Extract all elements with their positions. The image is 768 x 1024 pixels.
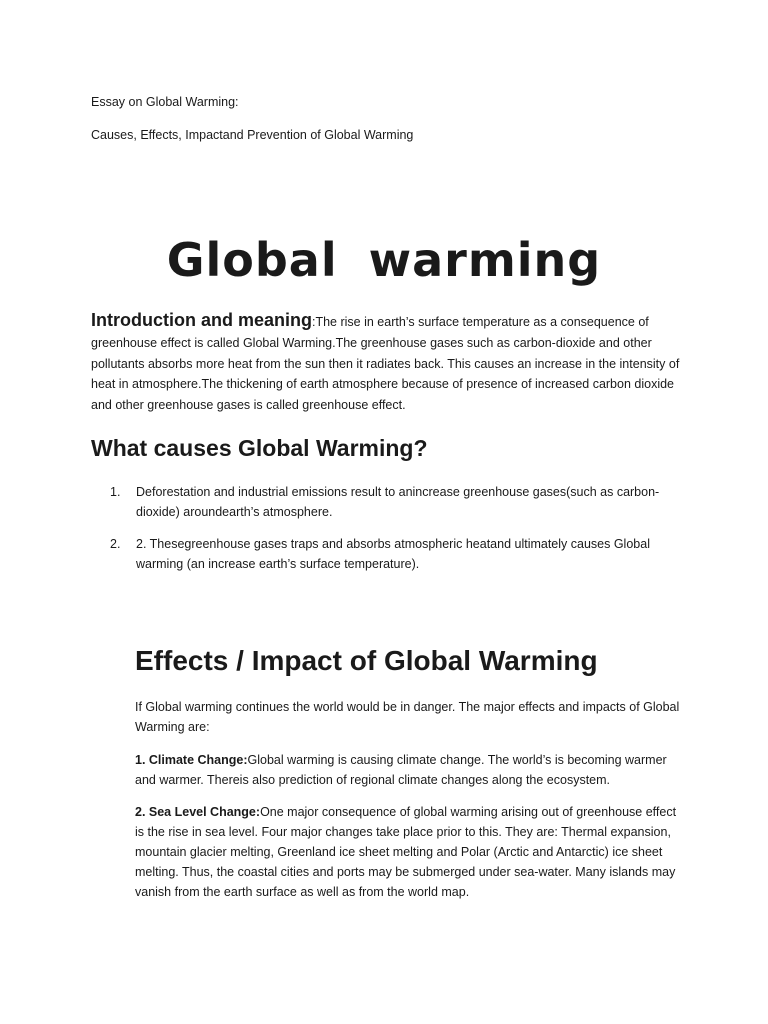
effects-heading: Effects / Impact of Global Warming [135, 645, 598, 676]
causes-heading: What causes Global Warming? [91, 435, 428, 461]
list-item-number: 2. [110, 537, 121, 551]
list-item [110, 482, 680, 522]
intro-heading: Introduction and meaning [91, 310, 312, 330]
essay-subtitle: Causes, Effects, Impactand Prevention of Global Warming [91, 128, 414, 142]
list-item-number: 1. [110, 485, 121, 499]
effect-label: 1. Climate Change: [135, 753, 248, 767]
list-item [110, 534, 680, 574]
effect-climate-change [135, 750, 680, 790]
intro-text: :The rise in earth’s surface temperature as a consequence of greenhouse effect is called Global Warming.The greenhouse gases such as carbon-dioxide and other pollutants absorbs more heat from the sun then it radiates back. This causes an increase in the intensity of heat in atmosphere.The thickening of earth atmosphere because of presence of increased carbon dioxide and other greenhouse gases is called greenhouse effect. [91, 315, 680, 413]
list-item-text: 2. Thesegreenhouse gases traps and absorbs atmospheric heatand ultimately causes Global warming (an increase earth’s surface temperature). [136, 537, 650, 571]
list-item-text: Deforestation and industrial emissions result to anincrease greenhouse gases(such as carbon-dioxide) aroundearth’s atmosphere. [136, 485, 660, 519]
intro-paragraph [91, 310, 691, 416]
main-title: Global warming [166, 233, 602, 287]
effects-intro: If Global warming continues the world would be in danger. The major effects and impacts of Global Warming are: [135, 700, 680, 734]
effect-label: 2. Sea Level Change: [135, 805, 261, 819]
essay-title: Essay on Global Warming: [91, 95, 239, 109]
effect-text: Global warming is causing climate change. The world’s is becoming warmer and warmer. Thereis also prediction of regional climate changes along the ecosystem. [135, 753, 667, 787]
effect-sea-level-change [135, 802, 680, 902]
causes-list [110, 482, 680, 586]
effect-text: One major consequence of global warming arising out of greenhouse effect is the rise in sea level. Four major changes take place prior to this. They are: Thermal expansion, mountain glacier melting, Greenland ice sheet melting and Polar (Arctic and Antarctic) ice sheet melting. Thus, the coastal cities and ports may be submerged under sea-water. Many islands may vanish from the earth surface as well as from the world map. [135, 805, 677, 899]
